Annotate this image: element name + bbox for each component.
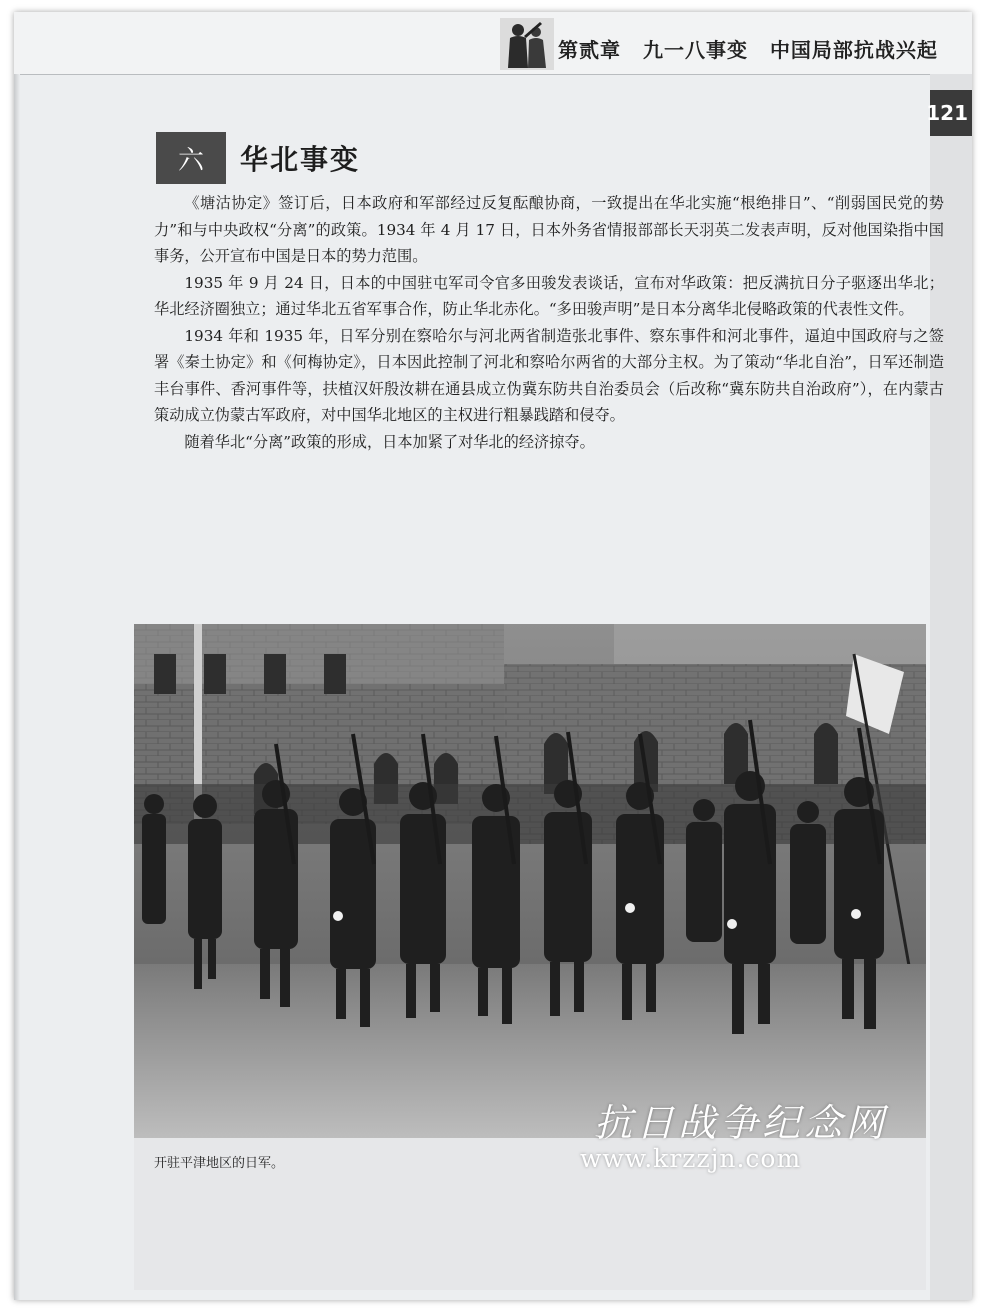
paragraph-1: 《塘沽协定》签订后，日本政府和军部经过反复酝酿协商，一致提出在华北实施“根绝排日”、“削弱国民党的势力”和与中央政权“分离”的政策。1934 年 4 月 17 日，日本外务省情报部部长天羽英二发表声明，反对他国染指中国事务，公开宣布中国是日本的势力范围。 [154,194,944,265]
book-page [14,12,972,1300]
soldier-silhouette-icon [500,18,554,70]
article-body [154,190,944,455]
page-edge-shadow [14,74,20,1300]
page-header [14,12,972,75]
watermark-title: 抗日战争纪念网 [594,1101,889,1145]
chapter-label: 第贰章 [558,38,621,62]
paragraph-4: 随着华北“分离”政策的形成，日本加紧了对华北的经济掠夺。 [184,432,595,451]
section-heading [156,132,360,184]
chapter-title [558,34,952,63]
chapter-event: 九一八事变 [642,38,748,62]
marching-soldiers-image [134,624,926,1138]
section-title: 华北事变 [240,143,361,176]
chapter-subtitle: 中国局部抗战兴起 [769,38,938,62]
page-number: 121 [930,90,972,136]
historical-photo [134,624,926,1138]
watermark-url: www.krzzjn.com [580,1144,802,1173]
section-number: 六 [156,132,226,184]
paragraph-2: 1935 年 9 月 24 日，日本的中国驻屯军司令官多田骏发表谈话，宣布对华政策：把反满抗日分子驱逐出华北；华北经济圈独立；通过华北五省军事合作，防止华北赤化。“多田骏声明”是日本分离华北侵略政策的代表性文件。 [154,273,944,318]
photo-caption: 开驻平津地区的日军。 [154,1156,285,1171]
caption-area [134,1138,926,1290]
paragraph-3: 1934 年和 1935 年，日军分别在察哈尔与河北两省制造张北事件、察东事件和河北事件，逼迫中国政府与之签署《秦土协定》和《何梅协定》，日本因此控制了河北和察哈尔两省的大部分主权。为了策动“华北自治”，日军还制造丰台事件、香河事件等，扶植汉奸殷汝耕在通县成立伪冀东防共自治委员会（后改称“冀东防共自治政府”），在内蒙古策动成立伪蒙古军政府，对中国华北地区的主权进行粗暴践踏和侵夺。 [154,326,944,424]
